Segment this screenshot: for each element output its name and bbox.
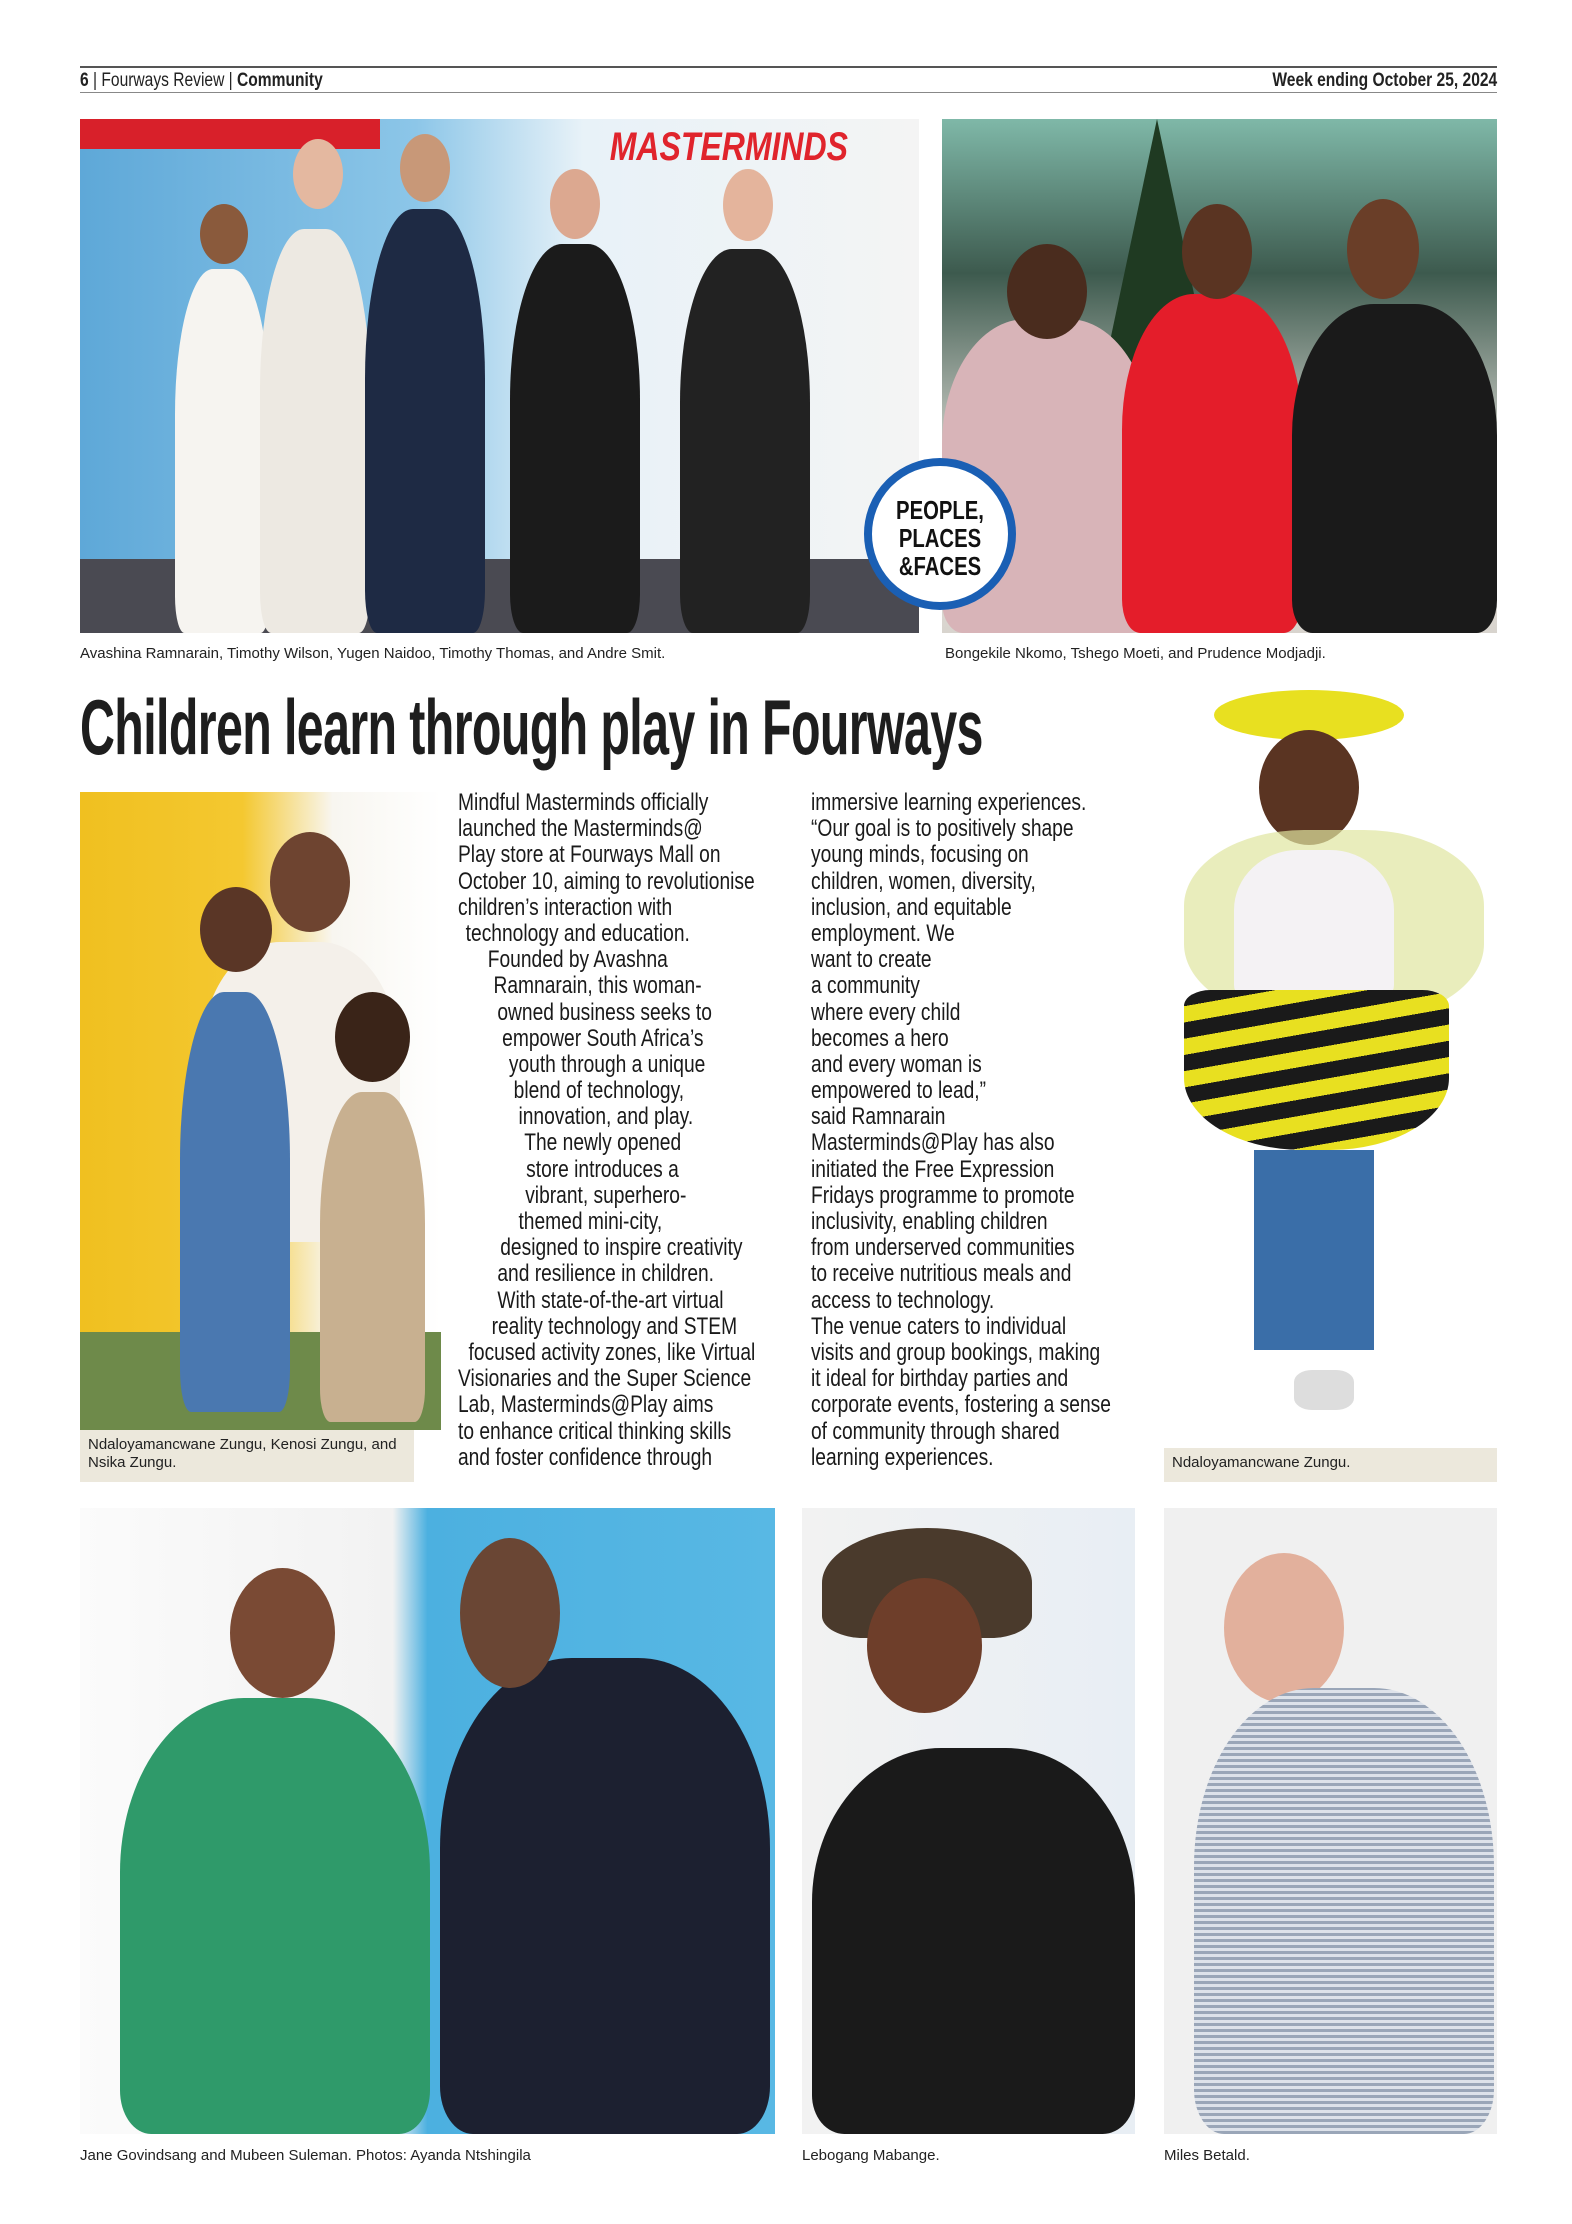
article-line: immersive learning experiences. bbox=[811, 789, 1087, 816]
article-line: “Our goal is to positively shape bbox=[811, 815, 1074, 843]
article-line: access to technology. bbox=[811, 1286, 995, 1314]
section-name: Community bbox=[237, 70, 323, 91]
photo-bee-costume-girl bbox=[1164, 690, 1497, 1448]
article-line: Visionaries and the Super Science bbox=[458, 1365, 752, 1393]
photo-betald bbox=[1164, 1508, 1497, 2134]
article-line: Masterminds@Play has also bbox=[811, 1129, 1055, 1157]
article-line: a community bbox=[811, 972, 920, 1000]
jeans bbox=[1254, 1150, 1374, 1350]
article-line: owned business seeks to bbox=[497, 998, 712, 1026]
article-line: innovation, and play. bbox=[518, 1103, 694, 1131]
photo-govindsang-suleman bbox=[80, 1508, 775, 2134]
head bbox=[460, 1538, 560, 1688]
header-top-rule bbox=[80, 66, 1497, 68]
article-headline: Children learn through play in Fourways bbox=[80, 683, 983, 771]
banner-red bbox=[80, 119, 380, 149]
checked-shirt bbox=[1194, 1688, 1494, 2134]
caption-bottom-right: Miles Betald. bbox=[1164, 2147, 1250, 2164]
article-line: The venue caters to individual bbox=[811, 1312, 1067, 1340]
article-line: Fridays programme to promote bbox=[811, 1181, 1075, 1209]
masterminds-sign: MASTERMINDS bbox=[609, 125, 849, 169]
article-line: and every woman is bbox=[811, 1050, 982, 1078]
article-line: empowered to lead,” bbox=[811, 1077, 987, 1105]
head bbox=[1182, 204, 1252, 299]
article-line: want to create bbox=[811, 946, 932, 974]
photo-mabange bbox=[802, 1508, 1135, 2134]
article-line: Lab, Masterminds@Play aims bbox=[458, 1391, 714, 1419]
head bbox=[1259, 730, 1359, 845]
article-column-2 bbox=[811, 790, 1131, 1471]
caption-top-right: Bongekile Nkomo, Tshego Moeti, and Prudence Modjadji. bbox=[945, 645, 1326, 662]
head bbox=[1007, 244, 1087, 339]
head bbox=[400, 134, 450, 202]
article-line: children, women, diversity, bbox=[811, 867, 1036, 895]
article-line: to receive nutritious meals and bbox=[811, 1260, 1072, 1288]
article-line: from underserved communities bbox=[811, 1234, 1075, 1262]
article-line: initiated the Free Expression bbox=[811, 1155, 1055, 1183]
article-line: to enhance critical thinking skills bbox=[458, 1417, 732, 1445]
article-column-1 bbox=[458, 790, 778, 1471]
publication-name: Fourways Review bbox=[101, 70, 225, 91]
article-line: of community through shared bbox=[811, 1417, 1060, 1445]
badge-line: &FACES bbox=[898, 551, 982, 581]
head bbox=[335, 992, 410, 1082]
article-line: youth through a unique bbox=[508, 1050, 706, 1078]
photo-trio-women bbox=[942, 119, 1497, 633]
article-line: Mindful Masterminds officially bbox=[458, 789, 709, 816]
badge-line: PEOPLE, bbox=[896, 495, 984, 525]
black-tshirt bbox=[812, 1748, 1135, 2134]
article-line: Play store at Fourways Mall on bbox=[458, 841, 721, 869]
bee-skirt bbox=[1184, 990, 1449, 1150]
article-line: employment. We bbox=[811, 919, 955, 947]
shoe bbox=[1294, 1370, 1354, 1410]
article-line: and resilience in children. bbox=[497, 1260, 715, 1288]
article-line: focused activity zones, like Virtual bbox=[468, 1338, 756, 1366]
caption-bee-girl: Ndaloyamancwane Zungu. bbox=[1164, 1448, 1497, 1482]
head bbox=[867, 1578, 982, 1713]
header-bottom-rule bbox=[80, 92, 1497, 93]
head bbox=[200, 887, 272, 972]
article-line: Ramnarain, this woman- bbox=[493, 972, 702, 1000]
article-line: empower South Africa’s bbox=[502, 1024, 704, 1052]
person-2 bbox=[260, 229, 370, 633]
article-line: becomes a hero bbox=[811, 1024, 949, 1052]
caption-bottom-left: Jane Govindsang and Mubeen Suleman. Photos: Ayanda Ntshingila bbox=[80, 2147, 531, 2164]
head bbox=[200, 204, 248, 264]
girl bbox=[180, 992, 290, 1412]
head bbox=[550, 169, 600, 239]
article-line: blend of technology, bbox=[513, 1077, 685, 1105]
caption-kids: Ndaloyamancwane Zungu, Kenosi Zungu, and Nsika Zungu. bbox=[80, 1430, 414, 1482]
person-3 bbox=[1292, 304, 1497, 633]
photo-group-masterminds bbox=[80, 119, 919, 633]
people-places-faces-badge bbox=[864, 458, 1016, 610]
person-5 bbox=[680, 249, 810, 633]
article-line: children’s interaction with bbox=[458, 893, 673, 921]
photo-zungu-family bbox=[80, 792, 441, 1430]
article-line: inclusivity, enabling children bbox=[811, 1208, 1048, 1235]
article-line: store introduces a bbox=[526, 1155, 679, 1183]
caption-top-left: Avashina Ramnarain, Timothy Wilson, Yugen Naidoo, Timothy Thomas, and Andre Smit. bbox=[80, 645, 666, 662]
article-line: designed to inspire creativity bbox=[500, 1234, 743, 1262]
head bbox=[270, 832, 350, 932]
article-line: October 10, aiming to revolutionise bbox=[458, 867, 755, 895]
article-line: With state-of-the-art virtual bbox=[497, 1286, 724, 1314]
head bbox=[723, 169, 773, 241]
caption-bottom-mid: Lebogang Mabange. bbox=[802, 2147, 940, 2164]
person-3 bbox=[365, 209, 485, 633]
article-line: where every child bbox=[811, 998, 961, 1026]
article-line: launched the Masterminds@ bbox=[458, 815, 703, 843]
article-line: reality technology and STEM bbox=[491, 1312, 738, 1340]
article-line: said Ramnarain bbox=[811, 1103, 946, 1131]
article-line: learning experiences. bbox=[811, 1443, 994, 1471]
issue-date: Week ending October 25, 2024 bbox=[1272, 70, 1497, 91]
head bbox=[230, 1568, 335, 1698]
person-2 bbox=[1122, 294, 1302, 633]
article-line: and foster confidence through bbox=[458, 1443, 713, 1471]
article-line: inclusion, and equitable bbox=[811, 893, 1012, 921]
article-line: visits and group bookings, making bbox=[811, 1338, 1101, 1366]
boy bbox=[320, 1092, 425, 1422]
woman-green-dress bbox=[120, 1698, 430, 2134]
badge-line: PLACES bbox=[898, 523, 982, 553]
head bbox=[1347, 199, 1419, 299]
person-1 bbox=[175, 269, 270, 633]
article-line: it ideal for birthday parties and bbox=[811, 1365, 1069, 1393]
blouse bbox=[1234, 850, 1394, 1000]
article-line: vibrant, superhero- bbox=[525, 1181, 687, 1209]
article-line: technology and education. bbox=[465, 919, 690, 947]
man-black-shirt bbox=[440, 1658, 770, 2134]
article-line: young minds, focusing on bbox=[811, 841, 1029, 869]
article-line: corporate events, fostering a sense bbox=[811, 1391, 1111, 1419]
head bbox=[1224, 1553, 1344, 1703]
article-line: The newly opened bbox=[524, 1129, 682, 1157]
article-line: themed mini-city, bbox=[518, 1208, 663, 1235]
head bbox=[293, 139, 343, 209]
page-number: 6 bbox=[80, 70, 89, 91]
page-folio: 6 | Fourways Review | Community bbox=[80, 70, 323, 91]
article-line: Founded by Avashna bbox=[487, 946, 668, 974]
person-4 bbox=[510, 244, 640, 633]
